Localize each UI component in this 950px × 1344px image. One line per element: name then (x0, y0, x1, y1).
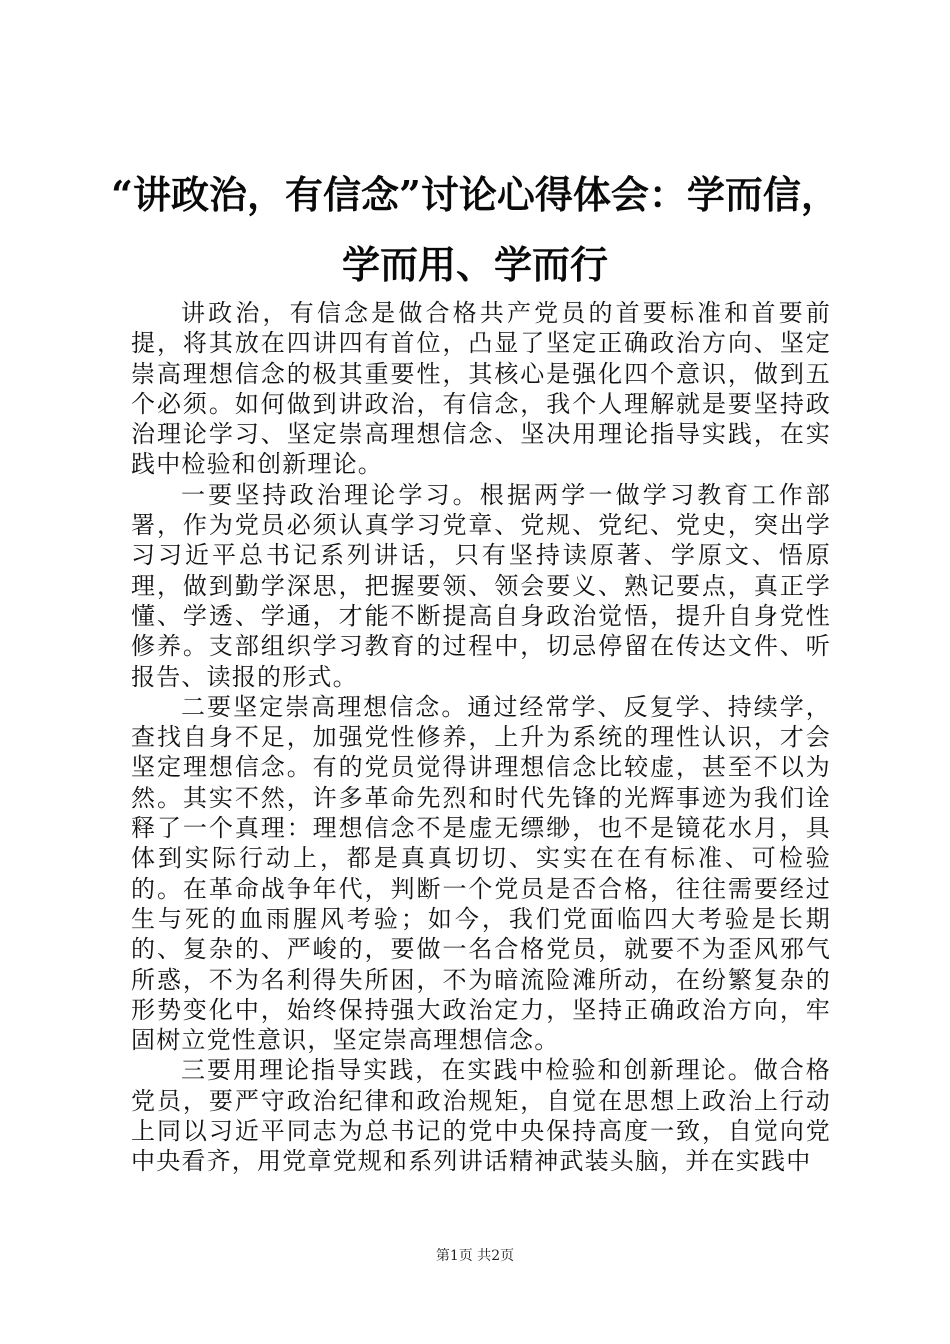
paragraph-ideals: 二要坚定崇高理想信念。通过经常学、反复学、持续学，查找自身不足，加强党性修养，上升为系统的理性认识，才会坚定理想信念。有的党员觉得讲理想信念比较虚，甚至不以为然。其实不然，许多革命先烈和时代先锋的光辉事迹为我们诠释了一个真理：理想信念不是虚无缥缈，也不是镜花水月，具体到实际行动上，都是真真切切、实实在在有标准、可检验的。在革命战争年代，判断一个党员是否合格，往往需要经过生与死的血雨腥风考验；如今，我们党面临四大考验是长期的、复杂的、严峻的，要做一名合格党员，就要不为歪风邪气所惑，不为名利得失所困，不为暗流险滩所动，在纷繁复杂的形势变化中，始终保持强大政治定力，坚持正确政治方向，牢固树立党性意识，坚定崇高理想信念。 (131, 692, 831, 1055)
paragraph-study-theory: 一要坚持政治理论学习。根据两学一做学习教育工作部署，作为党员必须认真学习党章、党规、党纪、党史，突出学习习近平总书记系列讲话，只有坚持读原著、学原文、悟原理，做到勤学深思，把握要领、领会要义、熟记要点，真正学懂、学透、学通，才能不断提高自身政治觉悟，提升自身党性修养。支部组织学习教育的过程中，切忌停留在传达文件、听报告、读报的形式。 (131, 480, 831, 691)
title-line-2: 学而用、学而行 (341, 242, 608, 287)
page-footer: 第1页 共2页 (435, 1248, 515, 1264)
paragraph-intro: 讲政治，有信念是做合格共产党员的首要标准和首要前提，将其放在四讲四有首位，凸显了坚定正确政治方向、坚定崇高理想信念的极其重要性，其核心是强化四个意识，做到五个必须。如何做到讲政治，有信念，我个人理解就是要坚持政治理论学习、坚定崇高理想信念、坚决用理论指导实践，在实践中检验和创新理论。 (131, 299, 831, 479)
document-body (131, 298, 831, 1177)
title-line-1: “讲政治，有信念”讨论心得体会：学而信， (111, 172, 839, 217)
document-title (0, 160, 950, 300)
paragraph-practice: 三要用理论指导实践，在实践中检验和创新理论。做合格党员，要严守政治纪律和政治规矩，自觉在思想上政治上行动上同以习近平同志为总书记的党中央保持高度一致，自觉向党中央看齐，用党章党规和系列讲话精神武装头脑，并在实践中 (131, 1056, 831, 1176)
